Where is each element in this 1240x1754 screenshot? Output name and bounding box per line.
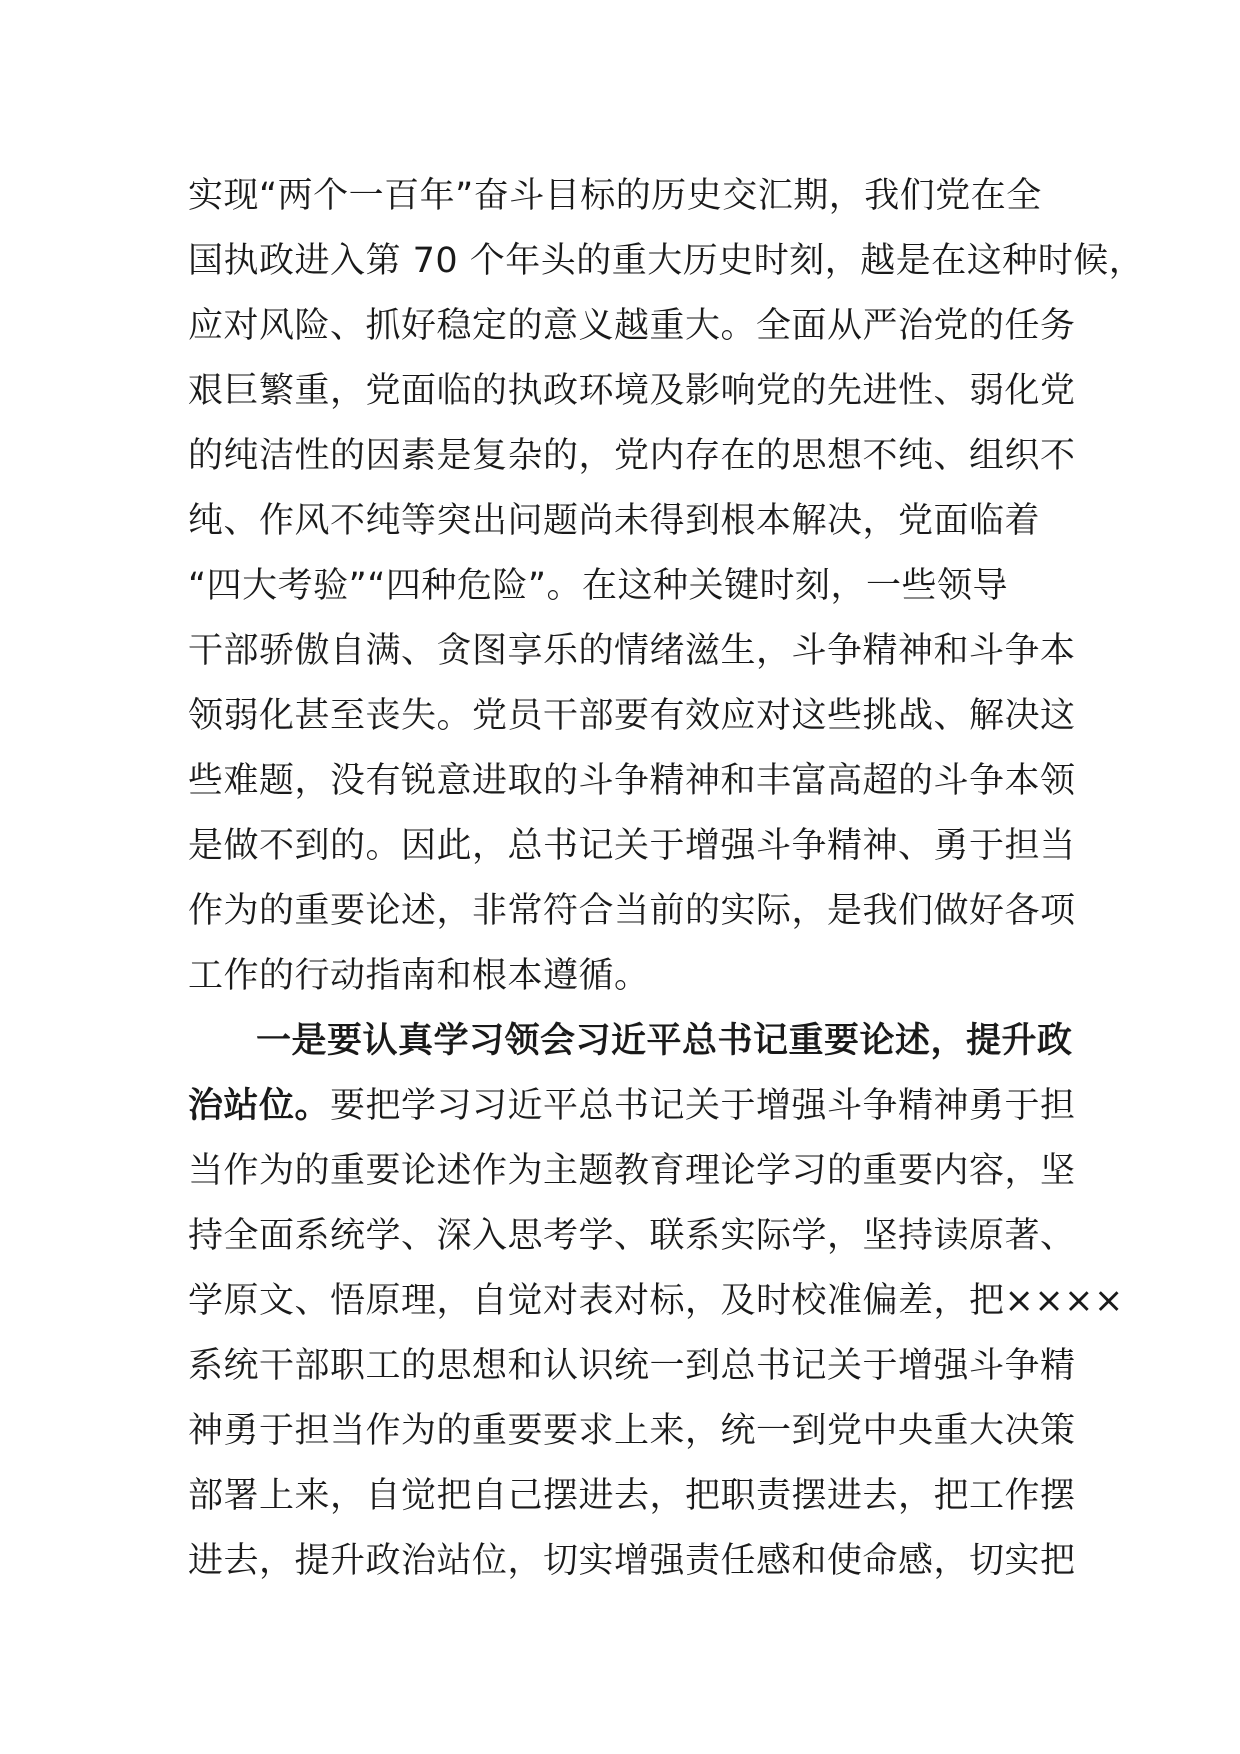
text-line: 纯、作风不纯等突出问题尚未得到根本解决，党面临着: [188, 501, 1041, 541]
text-line: 进去，提升政治站位，切实增强责任感和使命感，切实把: [188, 1541, 1076, 1581]
text-line: “四大考验”“四种危险”。在这种关键时刻，一些领导: [188, 566, 1009, 606]
text-line: 部署上来，自觉把自己摆进去，把职责摆进去，把工作摆: [188, 1476, 1076, 1516]
text-line: 是做不到的。因此，总书记关于增强斗争精神、勇于担当: [188, 826, 1076, 866]
text-line: 应对风险、抓好稳定的意义越重大。全面从严治党的任务: [188, 306, 1076, 346]
paragraph-2: [188, 1009, 1124, 1594]
text-line: 持全面系统学、深入思考学、联系实际学，坚持读原著、: [188, 1216, 1076, 1256]
text-line: 些难题，没有锐意进取的斗争精神和丰富高超的斗争本领: [188, 761, 1076, 801]
text-line: 系统干部职工的思想和认识统一到总书记关于增强斗争精: [188, 1346, 1076, 1386]
body-text: [188, 164, 1145, 1594]
text-line: 艰巨繁重，党面临的执政环境及影响党的先进性、弱化党: [188, 371, 1076, 411]
text-line: 当作为的重要论述作为主题教育理论学习的重要内容，坚: [188, 1151, 1076, 1191]
text-line: [188, 1074, 1076, 1139]
text-line: 国执政进入第 70 个年头的重大历史时刻，越是在这种时候，: [188, 241, 1145, 281]
text-line: 干部骄傲自满、贪图享乐的情绪滋生，斗争精神和斗争本: [188, 631, 1076, 671]
paragraph-1: [188, 164, 1145, 1009]
text-line: 工作的行动指南和根本遵循。: [188, 956, 650, 996]
section-heading-continued: 治站位。: [188, 1086, 331, 1126]
text-line: 作为的重要论述，非常符合当前的实际，是我们做好各项: [188, 891, 1076, 931]
text-line: 学原文、悟原理，自觉对表对标，及时校准偏差，把××××: [188, 1281, 1124, 1321]
text-line: 领弱化甚至丧失。党员干部要有效应对这些挑战、解决这: [188, 696, 1076, 736]
text-line: 实现“两个一百年”奋斗目标的历史交汇期，我们党在全: [188, 176, 1042, 216]
section-heading: 一是要认真学习领会习近平总书记重要论述，提升政: [256, 1021, 1073, 1061]
text-run: 要把学习习近平总书记关于增强斗争精神勇于担: [330, 1086, 1076, 1126]
text-line: 的纯洁性的因素是复杂的，党内存在的思想不纯、组织不: [188, 436, 1076, 476]
text-line: 神勇于担当作为的重要要求上来，统一到党中央重大决策: [188, 1411, 1076, 1451]
